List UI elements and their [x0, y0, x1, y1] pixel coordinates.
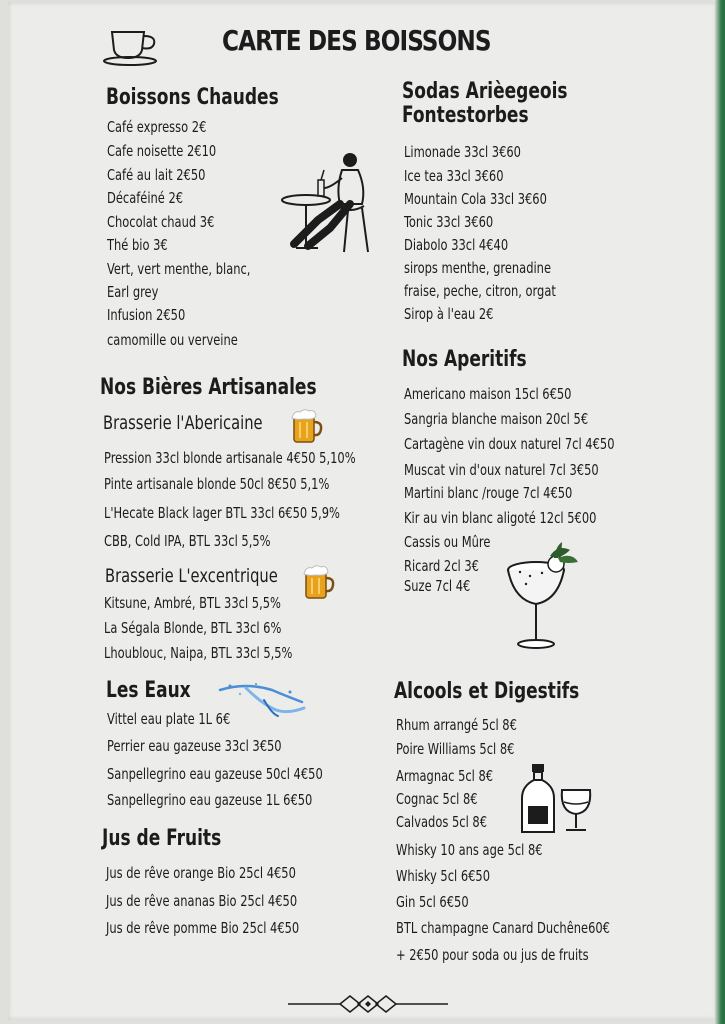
heading-brasserie-abericaine: Brasserie l'Abericaine	[103, 412, 263, 434]
list-item: Tonic 33cl 3€60	[404, 213, 494, 231]
list-item: Calvados 5cl 8€	[396, 813, 487, 831]
list-item: Perrier eau gazeuse 33cl 3€50	[107, 737, 282, 755]
list-item: Café au lait 2€50	[107, 166, 206, 184]
beer-mug-icon	[290, 408, 324, 444]
list-item: + 2€50 pour soda ou jus de fruits	[396, 946, 589, 964]
list-item: Jus de rêve orange Bio 25cl 4€50	[106, 864, 296, 882]
list-item: Mountain Cola 33cl 3€60	[404, 190, 547, 208]
list-item: Vert, vert menthe, blanc,	[107, 260, 251, 278]
list-item: Cafe noisette 2€10	[107, 142, 217, 160]
list-item: Café expresso 2€	[107, 118, 207, 136]
list-item: Limonade 33cl 3€60	[404, 143, 521, 161]
diamond-divider-icon	[288, 994, 448, 1014]
heading-aperitifs: Nos Aperitifs	[402, 347, 527, 372]
list-item: Ricard 2cl 3€	[404, 557, 479, 575]
list-item: Martini blanc /rouge 7cl 4€50	[404, 484, 573, 502]
list-item: La Ségala Blonde, BTL 33cl 6%	[104, 619, 282, 637]
list-item: Jus de rêve ananas Bio 25cl 4€50	[106, 892, 298, 910]
list-item: Sirop à l'eau 2€	[404, 305, 494, 323]
heading-bieres: Nos Bières Artisanales	[100, 375, 317, 400]
coffee-cup-icon	[100, 26, 164, 66]
list-item: Diabolo 33cl 4€40	[404, 236, 509, 254]
list-item: Poire Williams 5cl 8€	[396, 740, 515, 758]
list-item: Muscat vin d'oux naturel 7cl 3€50	[404, 461, 599, 479]
list-item: Kitsune, Ambré, BTL 33cl 5,5%	[104, 594, 281, 612]
list-item: sirops menthe, grenadine	[404, 259, 552, 277]
heading-eaux: Les Eaux	[106, 678, 191, 703]
list-item: BTL champagne Canard Duchêne60€	[396, 919, 610, 937]
list-item: Cartagène vin doux naturel 7cl 4€50	[404, 435, 615, 453]
list-item: Pression 33cl blonde artisanale 4€50 5,10%	[104, 449, 356, 467]
list-item: Infusion 2€50	[107, 306, 186, 324]
list-item: Cassis ou Mûre	[404, 533, 491, 551]
beer-mug-icon	[302, 564, 336, 600]
list-item: Cognac 5cl 8€	[396, 790, 478, 808]
heading-boissons-chaudes: Boissons Chaudes	[106, 85, 279, 110]
list-item: Sanpellegrino eau gazeuse 1L 6€50	[107, 791, 313, 809]
green-edge	[715, 0, 725, 1024]
heading-alcools: Alcools et Digestifs	[394, 679, 580, 704]
heading-jus: Jus de Fruits	[102, 826, 222, 851]
heading-sodas	[402, 80, 568, 128]
list-item: Rhum arrangé 5cl 8€	[396, 716, 517, 734]
list-item: Sangria blanche maison 20cl 5€	[404, 410, 589, 428]
list-item: Thé bio 3€	[107, 236, 168, 254]
list-item: Suze 7cl 4€	[404, 577, 471, 595]
list-item: Americano maison 15cl 6€50	[404, 385, 572, 403]
list-item: Jus de rêve pomme Bio 25cl 4€50	[106, 919, 300, 937]
list-item: Pinte artisanale blonde 50cl 8€50 5,1%	[104, 475, 330, 493]
heading-sodas-line1: Sodas Arièegeois	[402, 79, 568, 104]
list-item: Whisky 5cl 6€50	[396, 867, 491, 885]
list-item: Sanpellegrino eau gazeuse 50cl 4€50	[107, 765, 323, 783]
list-item: Armagnac 5cl 8€	[396, 767, 494, 785]
list-item: Décaféiné 2€	[107, 189, 184, 207]
heading-sodas-line2: Fontestorbes	[402, 103, 529, 128]
cocktail-glass-icon	[500, 542, 584, 654]
page-title: CARTE DES BOISSONS	[222, 24, 491, 57]
list-item: fraise, peche, citron, orgat	[404, 282, 556, 300]
list-item: Lhoublouc, Naipa, BTL 33cl 5,5%	[104, 644, 293, 662]
woman-cafe-illustration	[278, 148, 378, 258]
list-item: L'Hecate Black lager BTL 33cl 6€50 5,9%	[104, 504, 340, 522]
list-item: Vittel eau plate 1L 6€	[107, 710, 231, 728]
heading-brasserie-excentrique: Brasserie L'excentrique	[105, 565, 278, 587]
list-item: Whisky 10 ans age 5cl 8€	[396, 841, 543, 859]
list-item: Ice tea 33cl 3€60	[404, 167, 504, 185]
list-item: Chocolat chaud 3€	[107, 213, 215, 231]
bottle-and-glass-icon	[518, 762, 594, 836]
list-item: camomille ou verveine	[107, 331, 238, 349]
list-item: Kir au vin blanc aligoté 12cl 5€00	[404, 509, 597, 527]
list-item: Gin 5cl 6€50	[396, 893, 469, 911]
list-item: CBB, Cold IPA, BTL 33cl 5,5%	[104, 532, 271, 550]
list-item: Earl grey	[107, 283, 159, 301]
